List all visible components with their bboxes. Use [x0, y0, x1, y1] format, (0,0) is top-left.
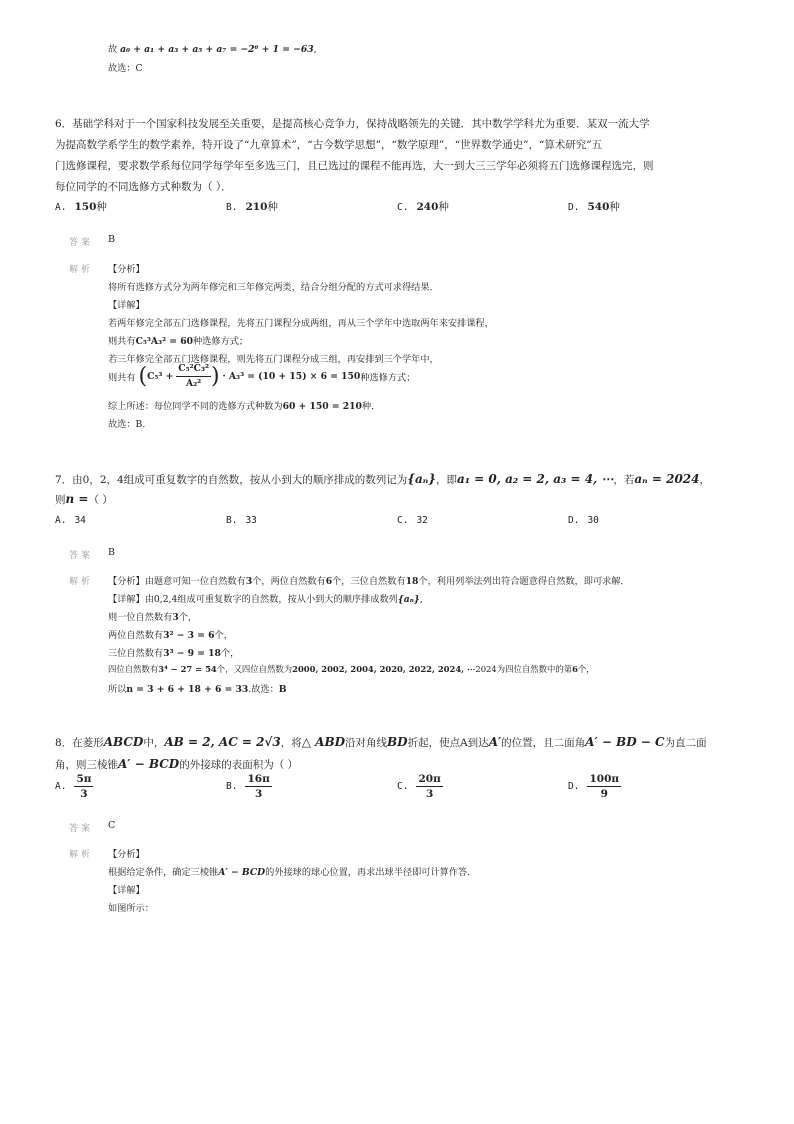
prev-text: 故	[108, 44, 118, 55]
q7-analysis-6	[108, 663, 595, 675]
formula: 18	[405, 576, 419, 587]
formula: n =	[65, 492, 89, 506]
option-value: 33	[245, 514, 257, 526]
option-key: D.	[568, 201, 580, 213]
q6-analysis-3: 【详解】	[108, 300, 145, 311]
q8-analysis-3: 【详解】	[108, 885, 145, 896]
text: 中，	[143, 737, 165, 749]
option-value: 30	[587, 514, 599, 526]
q7-answer-label: 答案	[69, 551, 94, 561]
q6-option-b	[226, 199, 278, 214]
text: 所以	[108, 684, 127, 695]
formula: 2000, 2002, 2004, 2020, 2022, 2024, ⋯	[292, 664, 476, 674]
denominator: A₂²	[186, 378, 202, 389]
text: 【分析】由题意可知一位自然数有	[108, 576, 246, 587]
formula: 60 + 150 = 210	[282, 401, 362, 412]
formula: aₙ = 2024	[634, 472, 700, 486]
option-fraction	[416, 772, 442, 801]
q6-stem-line-2: 为提高数学系学生的数学素养，特开设了“九章算术”，“古今数学思想”，“数学原理”，“世界数学通史”，“算术研究”五	[55, 139, 603, 151]
q8-option-a	[55, 772, 93, 801]
q6-stem-line-3: 门选修课程，要求数学系每位同学每学年至多选三门，且已选过的课程不能再选，大一到大三三学年必须将五门选修课程选完，则	[55, 160, 654, 172]
text: 则共有	[108, 336, 136, 347]
text: 的外接球的球心位置，再求出球半径即可计算作答．	[265, 867, 477, 878]
formula: A′ − BCD	[118, 757, 180, 771]
option-value: 32	[416, 514, 428, 526]
q6-analysis-5	[108, 333, 248, 347]
q6-answer-value: B	[108, 234, 115, 245]
q8-option-b	[226, 772, 272, 801]
text: 折起，使点A到达	[407, 737, 489, 749]
text: 7．由0，2，4组成可重复数字的自然数，按从小到大的顺序排成的数列记为	[55, 474, 408, 486]
text: ，将	[280, 737, 302, 749]
q7-option-d	[568, 514, 607, 526]
q8-stem-line-1	[55, 735, 707, 750]
q6-option-a	[55, 199, 107, 214]
formula: 3	[245, 576, 253, 587]
text: 个，三位自然数有	[332, 576, 406, 587]
formula: ABCD	[103, 735, 144, 749]
option-key: B.	[226, 201, 238, 213]
denominator: 9	[600, 788, 608, 800]
option-value: 210	[245, 201, 268, 213]
text: 个，	[220, 648, 240, 659]
formula: 3⁴ − 27 = 54	[158, 664, 217, 674]
q8-analysis-4: 如图所示：	[108, 903, 154, 914]
prev-solution-line	[108, 41, 317, 55]
option-key: D.	[568, 781, 580, 792]
q6-stem-line-1: 6．基础学科对于一个国家科技发展至关重要，是提高核心竞争力，保持战略领先的关键．其中数学学科尤为重要．某双一流大学	[55, 118, 650, 130]
q6-option-c	[397, 199, 449, 214]
formula: A′ − BCD	[218, 867, 266, 878]
q7-option-c	[397, 514, 436, 526]
option-key: B.	[226, 781, 238, 792]
denominator: 3	[80, 788, 88, 800]
text: 三位自然数有	[108, 648, 164, 659]
option-unit: 种	[96, 201, 107, 213]
q8-analysis-1: 【分析】	[108, 849, 145, 860]
q6-answer-label: 答案	[69, 238, 94, 248]
formula: · A₃³ = (10 + 15) × 6 = 150	[222, 371, 361, 382]
text: 【详解】由0,2,4组成可重复数字的自然数，按从小到大的顺序排成数列	[108, 594, 398, 605]
q6-analysis-7	[108, 362, 415, 391]
q7-answer-value: B	[108, 547, 115, 558]
option-key: A.	[55, 201, 67, 213]
formula: 3³ − 9 = 18	[163, 648, 221, 659]
option-key: C.	[397, 781, 409, 792]
option-key: A.	[55, 781, 67, 792]
option-key: C.	[397, 201, 409, 213]
q7-option-a	[55, 514, 94, 526]
formula: AB = 2, AC = 2√3	[164, 735, 281, 749]
q7-analysis-4	[108, 627, 233, 641]
q6-option-d	[568, 199, 620, 214]
q6-analysis-label: 解析	[69, 265, 94, 275]
text: 8．在菱形	[55, 737, 104, 749]
formula: △ ABD	[301, 735, 346, 749]
q8-answer-value: C	[108, 820, 116, 831]
formula: BD	[387, 735, 408, 749]
q7-stem-line-1	[55, 472, 710, 487]
denominator: 3	[425, 788, 434, 800]
formula: 6	[325, 576, 333, 587]
formula: C₅³A₃² = 60	[135, 336, 193, 347]
text: 则	[55, 494, 66, 506]
q7-analysis-label: 解析	[69, 577, 94, 587]
formula: {aₙ}	[397, 594, 420, 605]
option-value: 540	[587, 201, 610, 213]
text: 种选修方式；	[192, 336, 249, 347]
text: 个，又四位自然数为	[216, 664, 293, 674]
q7-stem-line-2	[55, 492, 113, 507]
text: 种选修方式；	[360, 372, 416, 384]
text: 个，	[178, 612, 198, 623]
formula: a₁ = 0, a₂ = 2, a₃ = 4, ⋯	[456, 472, 614, 486]
text: 个，两位自然数有	[252, 576, 326, 587]
formula: n = 3 + 6 + 18 + 6 = 33	[126, 684, 249, 695]
option-unit: 种	[438, 201, 449, 213]
q8-analysis-label: 解析	[69, 850, 94, 860]
text: 的外接球的表面积为（ ）	[179, 759, 299, 771]
text: 根据给定条件，确定三棱锥	[108, 867, 219, 878]
formula: {aₙ}	[407, 472, 436, 486]
formula: 3	[172, 612, 179, 623]
q6-stem-line-4: 每位同学的不同选修方式种数为（ ）．	[55, 181, 232, 193]
q7-analysis-3	[108, 609, 197, 623]
prev-comma: ,	[313, 44, 317, 55]
text: 综上所述：每位同学不同的选修方式种数为	[108, 401, 283, 412]
option-key: B.	[226, 514, 238, 526]
option-key: D.	[568, 514, 580, 526]
q7-analysis-5	[108, 645, 239, 659]
text: 个，利用列举法列出符合题意得自然数，即可求解．	[418, 576, 630, 587]
q8-stem-line-2	[55, 757, 298, 772]
q6-analysis-1: 【分析】	[108, 264, 145, 275]
text: 2024为四位自然数中的第	[475, 664, 573, 674]
text: 沿对角线	[345, 737, 388, 749]
text: ,	[419, 594, 423, 605]
q7-analysis-7	[108, 681, 287, 695]
numerator: 20π	[418, 773, 441, 785]
formula: C₅³ +	[147, 371, 174, 382]
text: 四位自然数有	[108, 664, 159, 674]
numerator: 5π	[76, 773, 92, 785]
q7-option-b	[226, 514, 265, 526]
q7-analysis-2	[108, 591, 423, 605]
q8-option-d	[568, 772, 621, 801]
prev-formula: a₀ + a₁ + a₃ + a₅ + a₇ = −2⁶ + 1 = −63	[120, 44, 314, 55]
text: 个，	[577, 664, 595, 674]
text: 的位置，且二面角	[501, 737, 586, 749]
text: 种．	[361, 401, 381, 412]
q7-analysis-1	[108, 573, 630, 587]
numerator: C₅²C₃²	[176, 362, 211, 377]
fraction	[176, 362, 211, 391]
text: 个，	[214, 630, 233, 641]
option-value: 34	[74, 514, 86, 526]
option-value: 240	[416, 201, 439, 213]
prev-answer-line: 故选：C	[108, 63, 143, 74]
option-unit: 种	[267, 201, 278, 213]
text: 两位自然数有	[108, 630, 164, 641]
formula: A′	[488, 735, 502, 749]
formula: A′ − BD − C	[585, 735, 665, 749]
q6-analysis-9: 故选：B．	[108, 419, 152, 430]
left-paren: (	[138, 364, 148, 389]
text: ，若	[613, 474, 635, 486]
option-fraction	[245, 772, 271, 801]
text: 则共有	[108, 372, 136, 384]
denominator: 3	[254, 788, 263, 800]
option-fraction	[587, 772, 621, 801]
option-key: C.	[397, 514, 409, 526]
text: 为直二面	[664, 737, 707, 749]
formula: 3² − 3 = 6	[163, 630, 215, 641]
q8-answer-label: 答案	[69, 824, 94, 834]
text: ，即	[435, 474, 457, 486]
option-unit: 种	[609, 201, 620, 213]
numerator: 100π	[589, 773, 620, 785]
q6-analysis-6: 若三年修完全部五门选修课程，则先将五门课程分成三组，再安排到三个学年中，	[108, 354, 439, 365]
right-paren: )	[211, 364, 220, 389]
option-key: A.	[55, 514, 67, 526]
numerator: 16π	[247, 773, 270, 785]
text: ，	[699, 474, 710, 486]
option-value: 150	[74, 201, 97, 213]
q6-analysis-4: 若两年修完全部五门选修课程，先将五门课程分成两组，再从三个学年中选取两年来安排课程，	[108, 318, 494, 329]
q6-analysis-8	[108, 398, 380, 412]
q6-analysis-2: 将所有选修方式分为两年修完和三年修完两类，结合分组分配的方式可求得结果．	[108, 282, 439, 293]
answer: B	[278, 684, 287, 695]
q8-option-c	[397, 772, 443, 801]
text: .故选：	[248, 684, 279, 695]
option-fraction	[74, 772, 93, 801]
text: 角，则三棱锥	[55, 759, 118, 771]
formula: 6	[572, 664, 578, 674]
q8-analysis-2	[108, 864, 476, 878]
answer-blank: （ ）	[88, 494, 113, 506]
text: 则一位自然数有	[108, 612, 173, 623]
